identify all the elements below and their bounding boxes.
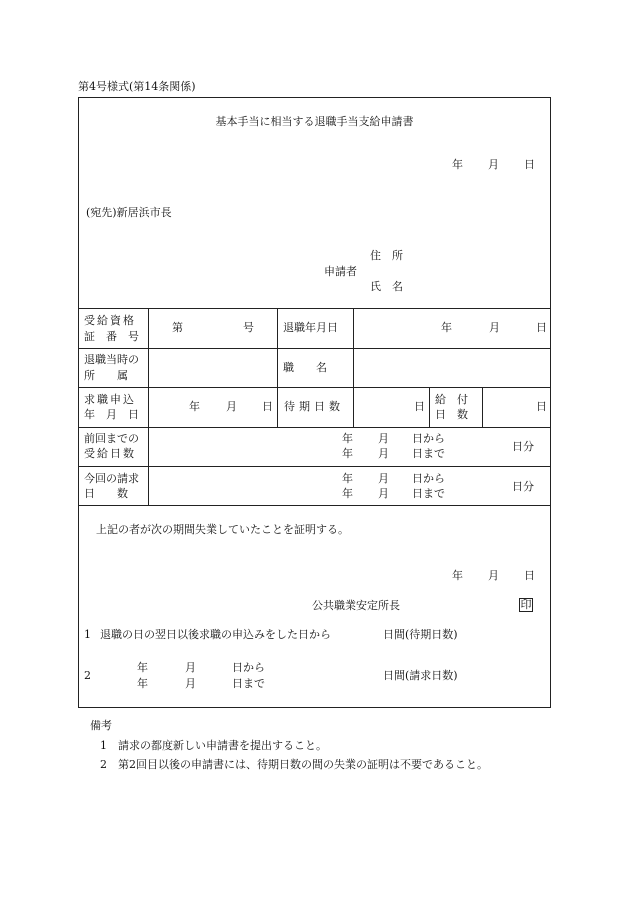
addressee: (宛先)新居浜市長 [86, 206, 172, 219]
cert-item2-days: 日間(請求日数) [383, 669, 458, 682]
prev-label-2: 受給日数 [84, 447, 136, 460]
office-title: 公共職業安定所長 [312, 599, 400, 612]
eligibility-label-1: 受給資格 [84, 314, 136, 327]
jobseek-label-1: 求職申込 [84, 393, 136, 406]
note-1-num: 1 [100, 739, 107, 752]
cert-date-year: 年 [452, 569, 463, 582]
table-bottom-line [78, 505, 551, 506]
note-2-num: 2 [100, 758, 107, 771]
item2-to-day: 日まで [232, 677, 265, 690]
eligibility-label-2: 証 番 号 [84, 330, 139, 343]
cert-date-day: 日 [524, 569, 535, 582]
prev-label-1: 前回までの [84, 432, 139, 445]
cert-item1-days: 日間(待期日数) [383, 628, 458, 641]
cert-suffix: 号 [243, 321, 254, 334]
curr-days-portion: 日分 [512, 480, 534, 493]
retire-day: 日 [536, 321, 547, 334]
cert-item1-text: 退職の日の翌日以後求職の申込みをした日から [100, 628, 331, 641]
prev-to-year: 年 [342, 447, 353, 460]
certification-statement: 上記の者が次の期間失業していたことを証明する。 [96, 523, 349, 536]
cert-item2-num: 2 [84, 669, 91, 682]
prev-days-portion: 日分 [512, 440, 534, 453]
applicant-label: 申請者 [324, 265, 357, 278]
cert-item1-num: 1 [84, 628, 91, 641]
note-2: 第2回目以後の申請書には、待期日数の間の失業の証明は不要であること。 [118, 758, 488, 771]
date-year-label: 年 [452, 158, 463, 171]
job-label: 職 名 [283, 361, 327, 374]
curr-from-month: 月 [378, 472, 389, 485]
col-line-mid2 [353, 308, 354, 427]
jobseek-year: 年 [189, 400, 200, 413]
item2-from-month: 月 [185, 661, 196, 674]
dept-label-1: 退職当時の [84, 353, 139, 366]
seal-mark: 印 [520, 598, 532, 611]
jobseek-month: 月 [226, 400, 237, 413]
pay-days-label-1: 給 付 [435, 393, 468, 406]
dept-label-2: 所 属 [84, 369, 128, 382]
waiting-days-label: 待期日数 [284, 400, 344, 413]
prev-to-month: 月 [378, 447, 389, 460]
curr-label-2: 日 数 [84, 487, 128, 500]
pay-days-label-2: 日 数 [435, 408, 468, 421]
item2-to-year: 年 [137, 677, 148, 690]
col-line-pay2 [482, 387, 483, 427]
curr-to-day: 日まで [412, 487, 445, 500]
pay-days-unit: 日 [536, 400, 547, 413]
col-line-pay [429, 387, 430, 427]
col-line-label [148, 308, 149, 505]
jobseek-label-2: 年 月 日 [84, 408, 139, 421]
item2-from-year: 年 [137, 661, 148, 674]
item2-to-month: 月 [185, 677, 196, 690]
prev-from-day: 日から [412, 432, 445, 445]
curr-to-month: 月 [378, 487, 389, 500]
retire-month: 月 [489, 321, 500, 334]
form-title: 基本手当に相当する退職手当支給申請書 [215, 115, 414, 128]
cert-prefix: 第 [172, 321, 183, 334]
retire-date-label: 退職年月日 [283, 321, 338, 334]
col-line-mid [277, 308, 278, 427]
jobseek-day: 日 [262, 400, 273, 413]
date-day-label: 日 [524, 158, 535, 171]
prev-from-month: 月 [378, 432, 389, 445]
note-1: 請求の都度新しい申請書を提出すること。 [118, 739, 327, 752]
curr-from-year: 年 [342, 472, 353, 485]
name-label: 氏 名 [370, 280, 403, 293]
curr-to-year: 年 [342, 487, 353, 500]
cert-date-month: 月 [488, 569, 499, 582]
curr-label-1: 今回の請求 [84, 472, 139, 485]
form-number: 第4号様式(第14条関係) [78, 80, 196, 93]
prev-from-year: 年 [342, 432, 353, 445]
retire-year: 年 [441, 321, 452, 334]
address-label: 住 所 [370, 249, 403, 262]
waiting-days-unit: 日 [414, 400, 425, 413]
item2-from-day: 日から [232, 661, 265, 674]
date-month-label: 月 [488, 158, 499, 171]
prev-to-day: 日まで [412, 447, 445, 460]
curr-from-day: 日から [412, 472, 445, 485]
notes-heading: 備考 [90, 719, 112, 732]
